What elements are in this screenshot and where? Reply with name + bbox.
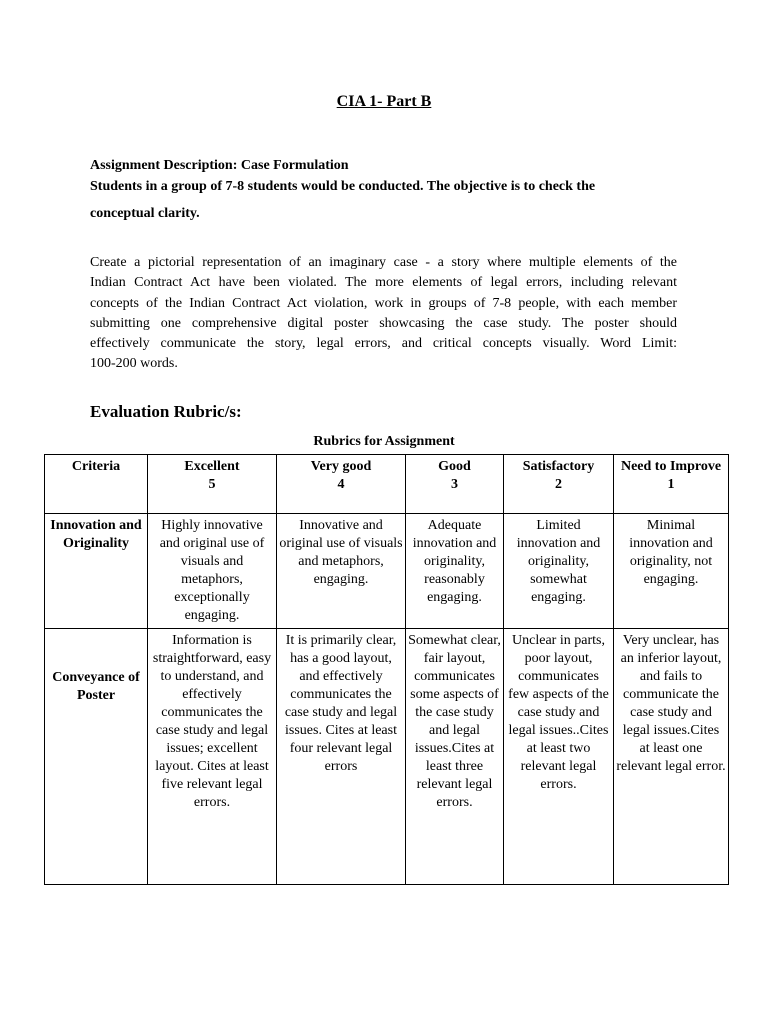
- header-excellent: Excellent 5: [148, 455, 277, 514]
- table-cell: Information is straightforward, easy to understand, and effectively communicates the case study and legal issues; excellent layout. Cites at least five relevant legal errors.: [148, 629, 277, 885]
- assignment-heading: Assignment Description: Case Formulation: [90, 158, 349, 173]
- criteria-cell: Innovation and Originality: [45, 514, 148, 629]
- table-row: [45, 629, 729, 885]
- header-satisfactory: Satisfactory 2: [504, 455, 614, 514]
- table-cell: It is primarily clear, has a good layout, and effectively communicates the case study and legal issues. Cites at least four relevant legal errors: [277, 629, 406, 885]
- assignment-objective-line-2: conceptual clarity.: [90, 206, 200, 221]
- header-criteria: Criteria: [45, 455, 148, 514]
- table-cell: Very unclear, has an inferior layout, and fails to communicate the case study and legal issues.Cites at least one relevant legal error.: [614, 629, 729, 885]
- description-line: concepts of the Indian Contract Act violation, work in groups of 7-8 people, with each member: [90, 295, 677, 311]
- description-line: effectively communicate the story, legal errors, and critical concepts visually. Word Limit:: [90, 336, 677, 352]
- table-cell: Unclear in parts, poor layout, communicates few aspects of the case study and legal issues..Cites at least two relevant legal errors.: [504, 629, 614, 885]
- table-header-row: [45, 455, 729, 514]
- description-line: Create a pictorial representation of an imaginary case - a story where multiple elements of the: [90, 255, 677, 270]
- table-cell: Minimal innovation and originality, not engaging.: [614, 514, 729, 629]
- header-very-good: Very good 4: [277, 455, 406, 514]
- evaluation-rubric-heading: Evaluation Rubric/s:: [90, 402, 242, 421]
- table-row: [45, 514, 729, 629]
- table-cell: Adequate innovation and originality, reasonably engaging.: [406, 514, 504, 629]
- table-cell: Limited innovation and originality, somewhat engaging.: [504, 514, 614, 629]
- header-good: Good 3: [406, 455, 504, 514]
- assignment-description: [90, 253, 677, 375]
- table-cell: Innovative and original use of visuals and metaphors, engaging.: [277, 514, 406, 629]
- page-title: CIA 1- Part B: [336, 93, 432, 110]
- table-caption: Rubrics for Assignment: [313, 434, 455, 449]
- description-line: 100-200 words.: [90, 356, 178, 372]
- rubric-table: [44, 454, 729, 885]
- description-line: submitting one comprehensive digital poster showcasing the case study. The poster should: [90, 315, 677, 331]
- description-line: Indian Contract Act have been violated. The more elements of legal errors, including relevant: [90, 275, 677, 291]
- table-cell: Highly innovative and original use of visuals and metaphors, exceptionally engaging.: [148, 514, 277, 629]
- assignment-objective-line-1: Students in a group of 7-8 students would be conducted. The objective is to check the: [90, 179, 596, 194]
- table-cell: Somewhat clear, fair layout, communicates some aspects of the case study and legal issues.Cites at least three relevant legal errors.: [406, 629, 504, 885]
- criteria-cell: Conveyance of Poster: [45, 629, 148, 885]
- header-need-to-improve: Need to Improve 1: [614, 455, 729, 514]
